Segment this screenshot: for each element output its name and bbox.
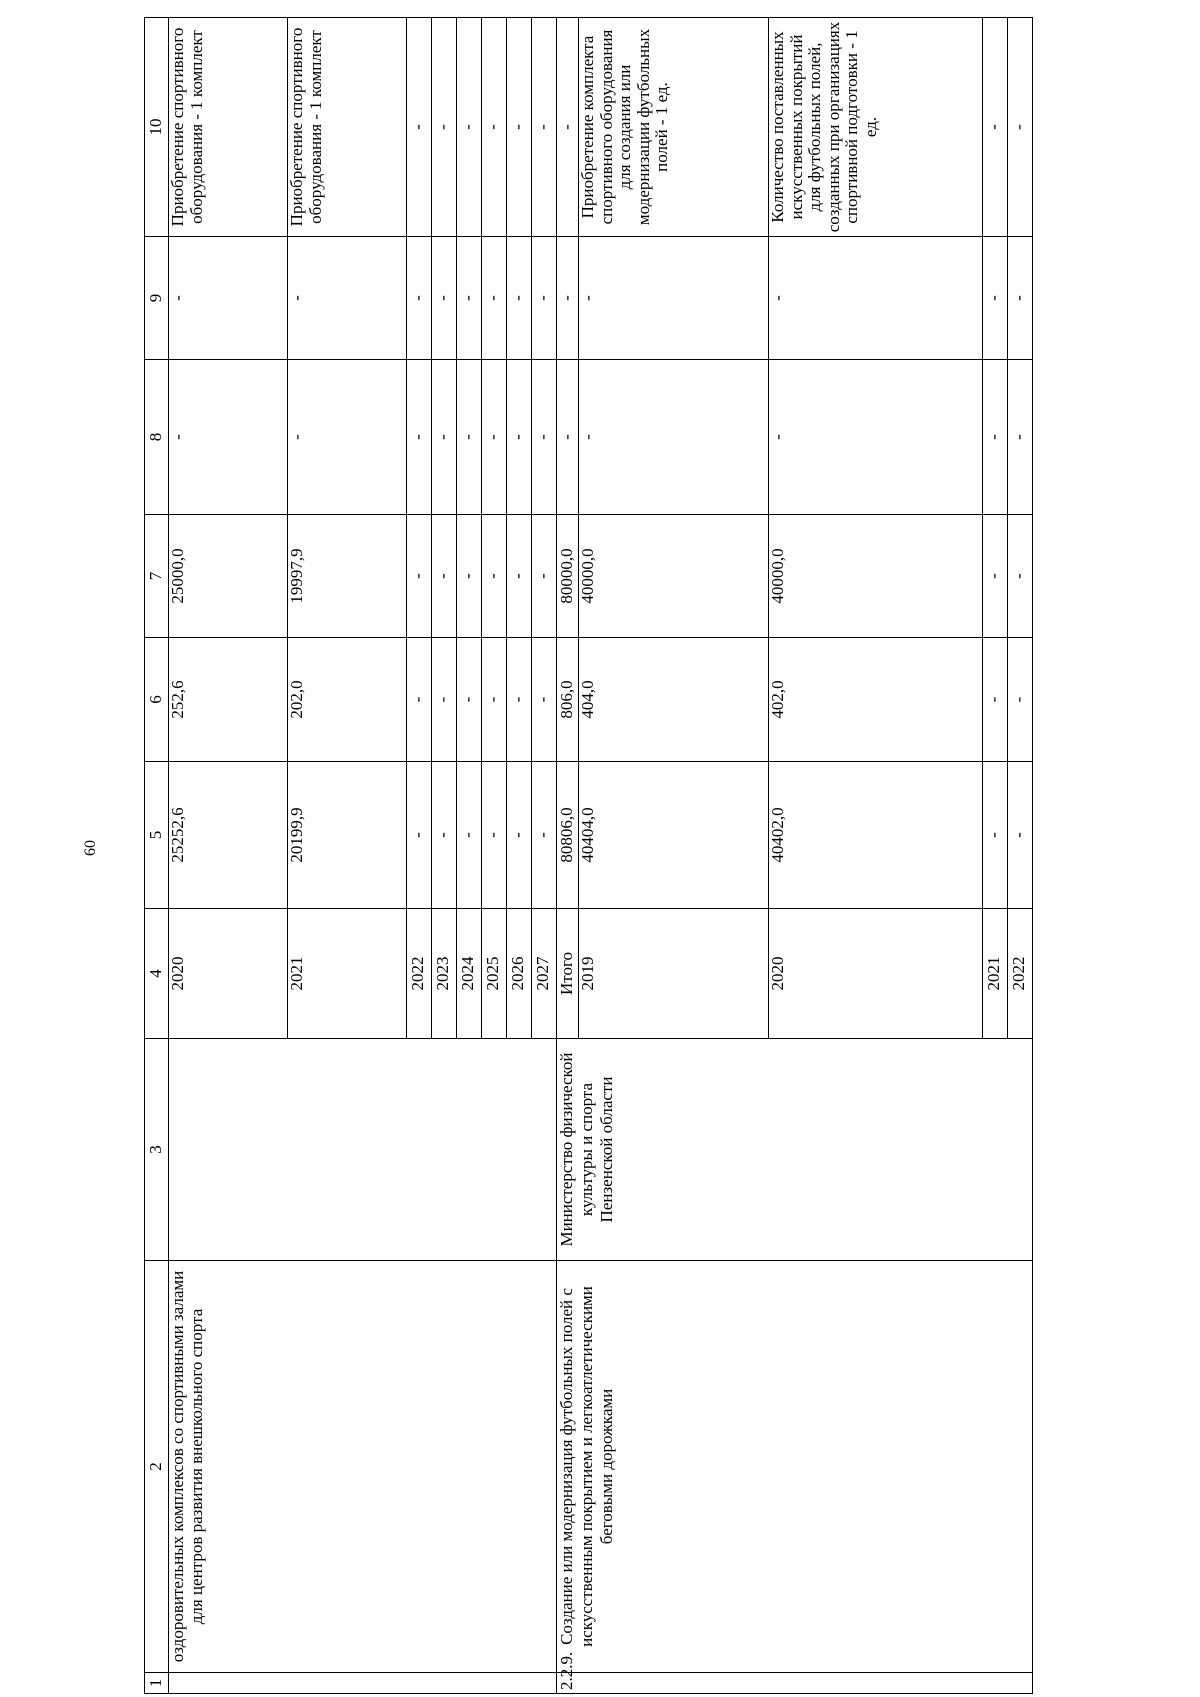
result-cell: -: [507, 18, 532, 237]
total-cost-cell: -: [407, 762, 432, 909]
total-cost-cell: -: [457, 762, 482, 909]
header-col-6: 6: [145, 638, 169, 762]
regional-budget-cell: 806,0: [557, 638, 579, 762]
total-cost-cell: -: [1008, 762, 1033, 909]
year-cell: 2021: [983, 909, 1008, 1039]
result-cell: -: [457, 18, 482, 237]
table-row: [169, 18, 288, 1694]
result-cell: -: [557, 18, 579, 237]
year-cell: 2020: [169, 909, 288, 1039]
local-budget-cell: -: [169, 360, 288, 515]
local-budget-cell: -: [579, 360, 769, 515]
total-cost-cell: -: [983, 762, 1008, 909]
other-sources-cell: -: [407, 237, 432, 360]
regional-budget-cell: -: [983, 638, 1008, 762]
item-number-cell: [169, 1673, 557, 1694]
regional-budget-cell: -: [407, 638, 432, 762]
local-budget-cell: -: [482, 360, 507, 515]
federal-budget-cell: 80000,0: [557, 515, 579, 638]
total-cost-cell: -: [432, 762, 457, 909]
local-budget-cell: -: [288, 360, 407, 515]
year-cell: 2024: [457, 909, 482, 1039]
total-cost-cell: 40402,0: [769, 762, 983, 909]
header-col-10: 10: [145, 18, 169, 237]
year-cell: 2026: [507, 909, 532, 1039]
local-budget-cell: -: [432, 360, 457, 515]
year-cell: 2019: [579, 909, 769, 1039]
year-cell: 2023: [432, 909, 457, 1039]
result-cell: Приобретение спортивного оборудования - 1 комплект: [288, 18, 407, 237]
total-cost-cell: -: [507, 762, 532, 909]
result-cell: Приобретение спортивного оборудования - 1 комплект: [169, 18, 288, 237]
item-number-cell: 2.2.9.: [557, 1673, 1033, 1694]
local-budget-cell: -: [769, 360, 983, 515]
regional-budget-cell: -: [482, 638, 507, 762]
federal-budget-cell: 40000,0: [579, 515, 769, 638]
header-col-4: 4: [145, 909, 169, 1039]
header-col-2: 2: [145, 1261, 169, 1673]
other-sources-cell: -: [769, 237, 983, 360]
other-sources-cell: -: [482, 237, 507, 360]
other-sources-cell: -: [169, 237, 288, 360]
federal-budget-cell: -: [532, 515, 557, 638]
regional-budget-cell: -: [532, 638, 557, 762]
local-budget-cell: -: [457, 360, 482, 515]
year-cell: 2020: [769, 909, 983, 1039]
year-cell: 2021: [288, 909, 407, 1039]
regional-budget-cell: 202,0: [288, 638, 407, 762]
regional-budget-cell: -: [432, 638, 457, 762]
other-sources-cell: -: [983, 237, 1008, 360]
year-cell: 2027: [532, 909, 557, 1039]
local-budget-cell: -: [407, 360, 432, 515]
result-cell: -: [983, 18, 1008, 237]
federal-budget-cell: -: [1008, 515, 1033, 638]
total-cost-cell: -: [532, 762, 557, 909]
page-number: 60: [82, 840, 99, 856]
other-sources-cell: -: [432, 237, 457, 360]
federal-budget-cell: -: [482, 515, 507, 638]
header-col-7: 7: [145, 515, 169, 638]
other-sources-cell: -: [1008, 237, 1033, 360]
federal-budget-cell: 40000,0: [769, 515, 983, 638]
executor-cell: Министерство физической культуры и спорта Пензенской области: [557, 1039, 1033, 1261]
federal-budget-cell: -: [983, 515, 1008, 638]
regional-budget-cell: 252,6: [169, 638, 288, 762]
result-cell: -: [482, 18, 507, 237]
federal-budget-cell: 19997,9: [288, 515, 407, 638]
result-cell: Количество поставленных искусственных покрытий для футбольных полей, созданных при организациях спортивной подготовки - 1 ед.: [769, 18, 983, 237]
result-cell: -: [532, 18, 557, 237]
regional-budget-cell: 402,0: [769, 638, 983, 762]
local-budget-cell: -: [507, 360, 532, 515]
result-cell: -: [1008, 18, 1033, 237]
executor-cell: [169, 1039, 557, 1261]
local-budget-cell: -: [557, 360, 579, 515]
other-sources-cell: -: [532, 237, 557, 360]
total-cost-cell: 40404,0: [579, 762, 769, 909]
local-budget-cell: -: [983, 360, 1008, 515]
regional-budget-cell: -: [457, 638, 482, 762]
result-cell: -: [432, 18, 457, 237]
result-cell: -: [407, 18, 432, 237]
other-sources-cell: -: [557, 237, 579, 360]
program-activities-table: [144, 17, 1033, 1694]
federal-budget-cell: -: [457, 515, 482, 638]
other-sources-cell: -: [457, 237, 482, 360]
total-cost-cell: 20199,9: [288, 762, 407, 909]
other-sources-cell: -: [579, 237, 769, 360]
activity-name-cell: оздоровительных комплексов со спортивными залами для центров развития внешкольного спорта: [169, 1261, 557, 1673]
header-col-3: 3: [145, 1039, 169, 1261]
header-col-1: 1: [145, 1673, 169, 1694]
column-number-header-row: [145, 18, 169, 1694]
year-cell: 2025: [482, 909, 507, 1039]
federal-budget-cell: -: [432, 515, 457, 638]
result-cell: Приобретение комплекта спортивного оборудования для создания или модернизации футбольных полей - 1 ед.: [579, 18, 769, 237]
regional-budget-cell: -: [1008, 638, 1033, 762]
header-col-8: 8: [145, 360, 169, 515]
regional-budget-cell: -: [507, 638, 532, 762]
total-cost-cell: -: [482, 762, 507, 909]
federal-budget-cell: -: [407, 515, 432, 638]
other-sources-cell: -: [507, 237, 532, 360]
local-budget-cell: -: [1008, 360, 1033, 515]
total-cost-cell: 80806,0: [557, 762, 579, 909]
activity-name-cell: Создание или модернизация футбольных полей с искусственным покрытием и легкоатлетическими беговыми дорожками: [557, 1261, 1033, 1673]
federal-budget-cell: 25000,0: [169, 515, 288, 638]
total-cost-cell: 25252,6: [169, 762, 288, 909]
year-cell: Итого: [557, 909, 579, 1039]
year-cell: 2022: [1008, 909, 1033, 1039]
regional-budget-cell: 404,0: [579, 638, 769, 762]
header-col-9: 9: [145, 237, 169, 360]
year-cell: 2022: [407, 909, 432, 1039]
other-sources-cell: -: [288, 237, 407, 360]
header-col-5: 5: [145, 762, 169, 909]
table-row-total: [557, 18, 579, 1694]
federal-budget-cell: -: [507, 515, 532, 638]
rotated-table-container: [144, 21, 1104, 1694]
local-budget-cell: -: [532, 360, 557, 515]
